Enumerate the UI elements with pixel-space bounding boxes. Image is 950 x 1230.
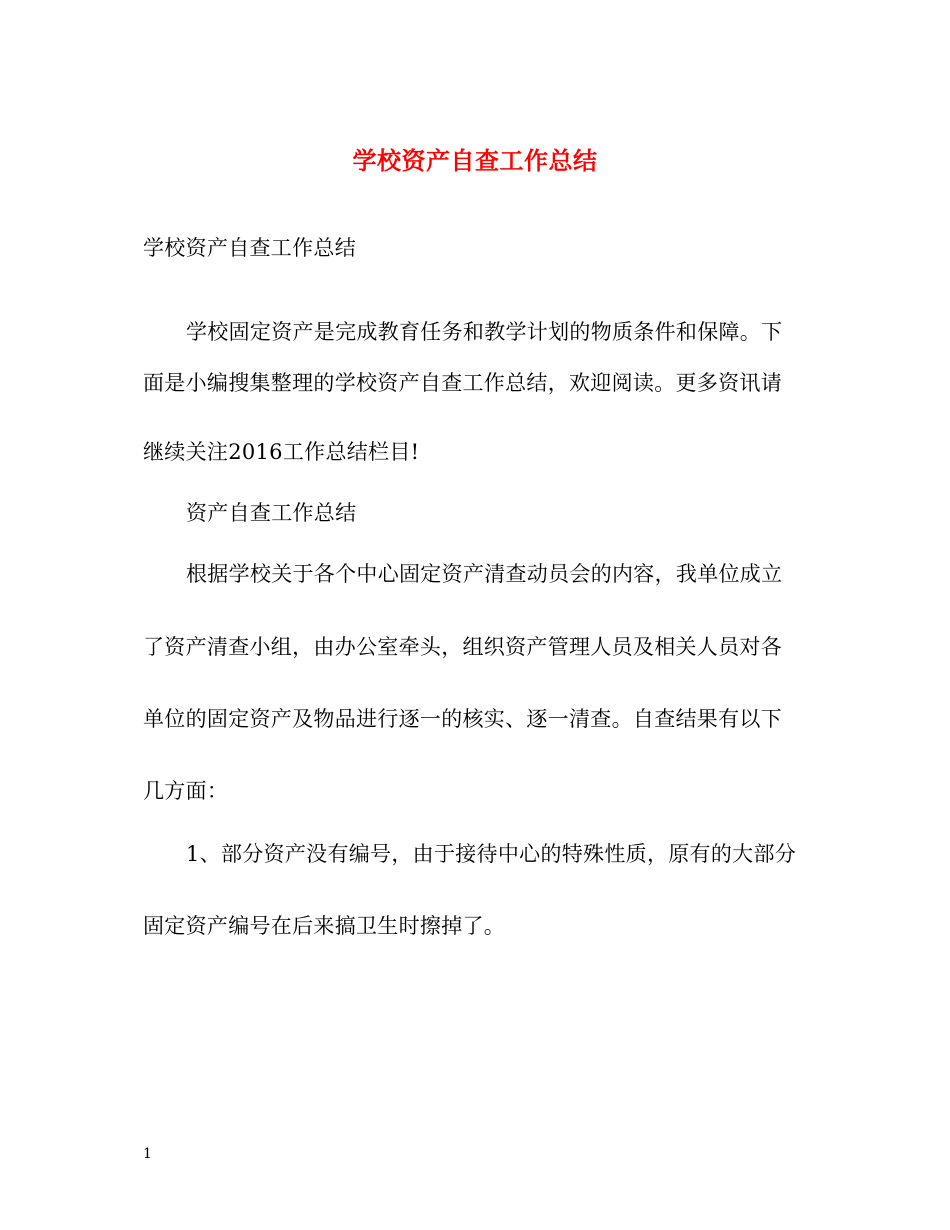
- document-title: 学校资产自查工作总结: [352, 146, 598, 175]
- paragraph-line: 学校固定资产是完成教育任务和教学计划的物质条件和保障。下: [186, 320, 783, 344]
- paragraph-line: 固定资产编号在后来搞卫生时擦掉了。: [143, 914, 506, 938]
- paragraph-line: 根据学校关于各个中心固定资产清查动员会的内容，我单位成立: [186, 562, 783, 586]
- subtitle-line: 学校资产自查工作总结: [143, 236, 356, 260]
- paragraph-line: 几方面：: [143, 779, 229, 803]
- paragraph-line: 单位的固定资产及物品进行逐一的核实、逐一清查。自查结果有以下: [143, 707, 782, 731]
- page-number: 1: [143, 1146, 152, 1162]
- paragraph-line: 面是小编搜集整理的学校资产自查工作总结，欢迎阅读。更多资讯请: [143, 371, 782, 395]
- paragraph-line: 继续关注2016工作总结栏目!: [143, 440, 420, 464]
- paragraph-line: 了资产清查小组，由办公室牵头，组织资产管理人员及相关人员对各: [143, 635, 782, 659]
- paragraph-line: 1、部分资产没有编号，由于接待中心的特殊性质，原有的大部分: [186, 842, 797, 866]
- section-heading: 资产自查工作总结: [186, 501, 357, 525]
